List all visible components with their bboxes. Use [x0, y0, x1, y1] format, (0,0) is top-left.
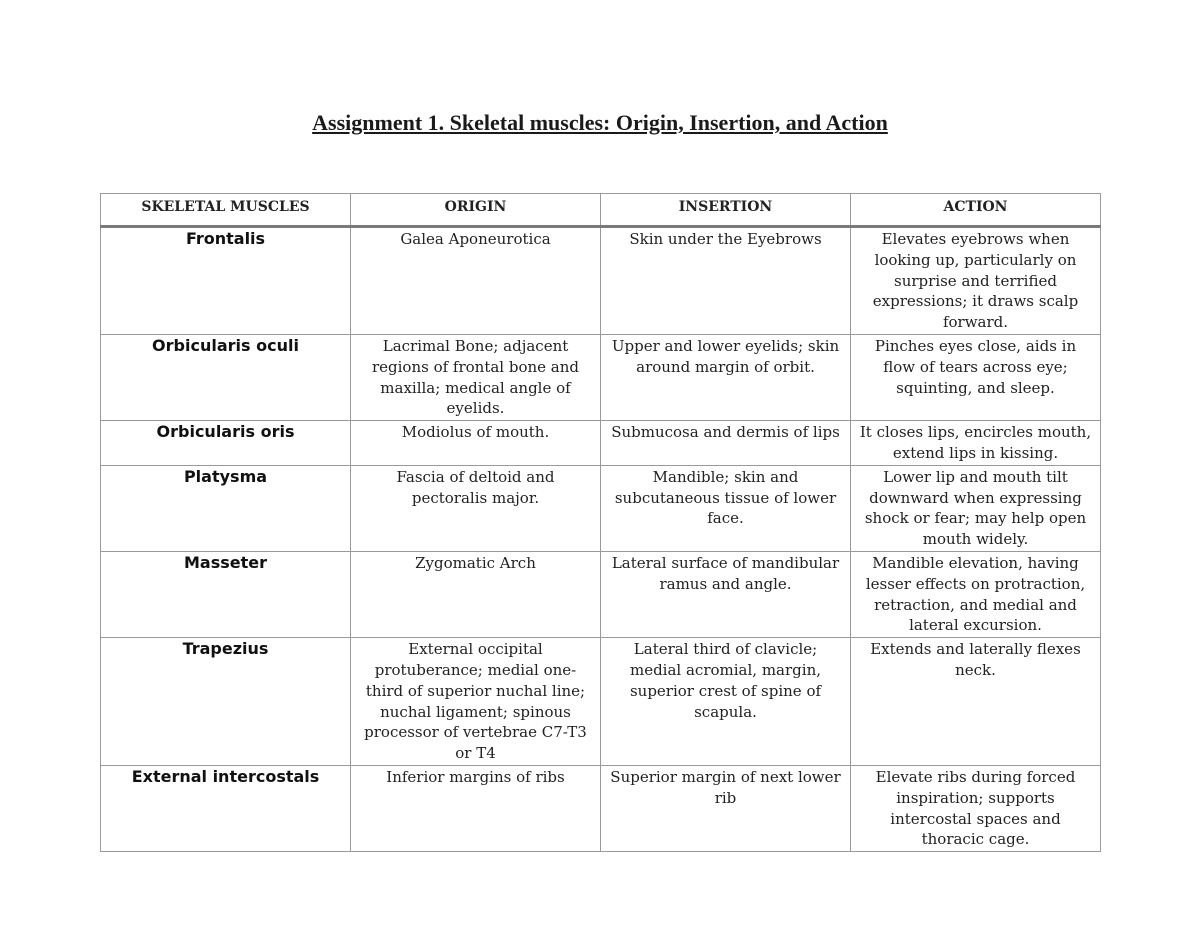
muscle-name-cell: External intercostals: [101, 765, 351, 851]
action-cell: Lower lip and mouth tilt downward when expressing shock or fear; may help open mouth widely.: [851, 465, 1101, 551]
action-cell: It closes lips, encircles mouth, extend lips in kissing.: [851, 421, 1101, 466]
origin-cell: Inferior margins of ribs: [351, 765, 601, 851]
insertion-cell: Lateral surface of mandibular ramus and angle.: [601, 551, 851, 637]
header-insertion: INSERTION: [601, 194, 851, 227]
muscle-name-cell: Masseter: [101, 551, 351, 637]
table-row: [101, 334, 1101, 420]
insertion-cell: Mandible; skin and subcutaneous tissue of lower face.: [601, 465, 851, 551]
header-origin: ORIGIN: [351, 194, 601, 227]
muscle-name-cell: Orbicularis oris: [101, 421, 351, 466]
table-row: [101, 638, 1101, 766]
header-action: ACTION: [851, 194, 1101, 227]
origin-cell: Fascia of deltoid and pectoralis major.: [351, 465, 601, 551]
origin-cell: Lacrimal Bone; adjacent regions of frontal bone and maxilla; medical angle of eyelids.: [351, 334, 601, 420]
table-row: [101, 551, 1101, 637]
action-cell: Pinches eyes close, aids in flow of tears across eye; squinting, and sleep.: [851, 334, 1101, 420]
insertion-cell: Superior margin of next lower rib: [601, 765, 851, 851]
table-header: [101, 194, 1101, 227]
origin-cell: Modiolus of mouth.: [351, 421, 601, 466]
muscle-name-cell: Frontalis: [101, 227, 351, 335]
table-body: [101, 227, 1101, 852]
insertion-cell: Lateral third of clavicle; medial acromial, margin, superior crest of spine of scapula.: [601, 638, 851, 766]
muscle-name-cell: Platysma: [101, 465, 351, 551]
table-row: [101, 765, 1101, 851]
muscle-name-cell: Trapezius: [101, 638, 351, 766]
document-title: Assignment 1. Skeletal muscles: Origin, Insertion, and Action: [312, 110, 888, 135]
action-cell: Elevate ribs during forced inspiration; supports intercostal spaces and thoracic cage.: [851, 765, 1101, 851]
muscle-name-cell: Orbicularis oculi: [101, 334, 351, 420]
action-cell: Extends and laterally flexes neck.: [851, 638, 1101, 766]
header-skeletal-muscles: SKELETAL MUSCLES: [101, 194, 351, 227]
insertion-cell: Upper and lower eyelids; skin around margin of orbit.: [601, 334, 851, 420]
action-cell: Mandible elevation, having lesser effects on protraction, retraction, and medial and lateral excursion.: [851, 551, 1101, 637]
table-row: [101, 227, 1101, 335]
origin-cell: Zygomatic Arch: [351, 551, 601, 637]
origin-cell: Galea Aponeurotica: [351, 227, 601, 335]
table-row: [101, 465, 1101, 551]
muscles-table: [100, 193, 1101, 852]
insertion-cell: Skin under the Eyebrows: [601, 227, 851, 335]
action-cell: Elevates eyebrows when looking up, particularly on surprise and terrified expressions; it draws scalp forward.: [851, 227, 1101, 335]
header-row: [101, 194, 1101, 227]
table-row: [101, 421, 1101, 466]
insertion-cell: Submucosa and dermis of lips: [601, 421, 851, 466]
origin-cell: External occipital protuberance; medial one-third of superior nuchal line; nuchal ligament; spinous processor of vertebrae C7-T3 or T4: [351, 638, 601, 766]
